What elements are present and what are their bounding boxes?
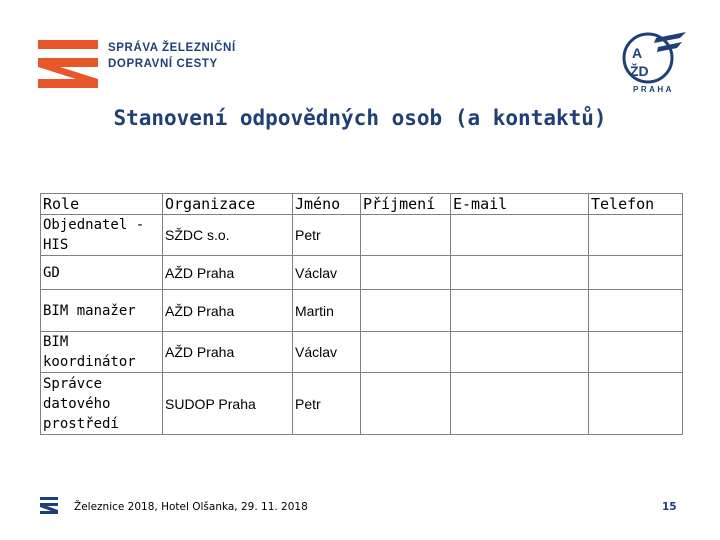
szdc-logo-line2: DOPRAVNÍ CESTY <box>108 58 218 70</box>
page-number: 15 <box>662 501 677 513</box>
cell-role: BIM manažer <box>41 290 163 332</box>
slide-title: Stanovení odpovědných osob (a kontaktů) <box>113 106 607 130</box>
cell-email <box>451 290 589 332</box>
cell-organization: SŽDC s.o. <box>163 215 293 256</box>
cell-organization: AŽD Praha <box>163 290 293 332</box>
cell-role: GD <box>41 256 163 290</box>
table-row <box>41 256 683 290</box>
cell-last-name <box>361 256 451 290</box>
cell-organization: AŽD Praha <box>163 332 293 373</box>
header-role: Role <box>41 194 163 215</box>
header-last-name: Příjmení <box>361 194 451 215</box>
svg-text:A: A <box>632 45 643 61</box>
azd-logo-subtext: PRAHA <box>633 85 674 94</box>
cell-phone <box>589 290 683 332</box>
cell-last-name <box>361 290 451 332</box>
table-row <box>41 290 683 332</box>
szdc-logo-icon <box>38 38 98 90</box>
cell-phone <box>589 373 683 435</box>
cell-role: Správce datového prostředí <box>41 373 163 435</box>
cell-last-name <box>361 332 451 373</box>
svg-text:ŽD: ŽD <box>630 63 649 79</box>
cell-first-name: Martin <box>293 290 361 332</box>
cell-first-name: Petr <box>293 215 361 256</box>
cell-organization: AŽD Praha <box>163 256 293 290</box>
footer-text: Železnice 2018, Hotel Olšanka, 29. 11. 2018 <box>74 501 308 513</box>
cell-first-name: Václav <box>293 256 361 290</box>
cell-role: Objednatel - HIS <box>41 215 163 256</box>
header-phone: Telefon <box>589 194 683 215</box>
szdc-logo-text <box>108 40 236 72</box>
cell-role: BIM koordinátor <box>41 332 163 373</box>
table-row <box>41 332 683 373</box>
cell-email <box>451 215 589 256</box>
szdc-logo-line1: SPRÁVA ŽELEZNIČNÍ <box>108 42 236 54</box>
cell-email <box>451 332 589 373</box>
header-organization: Organizace <box>163 194 293 215</box>
szdc-logo <box>38 38 248 90</box>
cell-phone <box>589 215 683 256</box>
table-header-row <box>41 194 683 215</box>
cell-last-name <box>361 373 451 435</box>
header-first-name: Jméno <box>293 194 361 215</box>
cell-organization: SUDOP Praha <box>163 373 293 435</box>
table-row <box>41 215 683 256</box>
cell-phone <box>589 256 683 290</box>
cell-first-name: Václav <box>293 332 361 373</box>
cell-email <box>451 256 589 290</box>
table-row <box>41 373 683 435</box>
szdc-footer-icon <box>40 497 58 515</box>
cell-first-name: Petr <box>293 373 361 435</box>
contacts-table <box>40 193 683 435</box>
cell-email <box>451 373 589 435</box>
header-email: E-mail <box>451 194 589 215</box>
cell-last-name <box>361 215 451 256</box>
cell-phone <box>589 332 683 373</box>
